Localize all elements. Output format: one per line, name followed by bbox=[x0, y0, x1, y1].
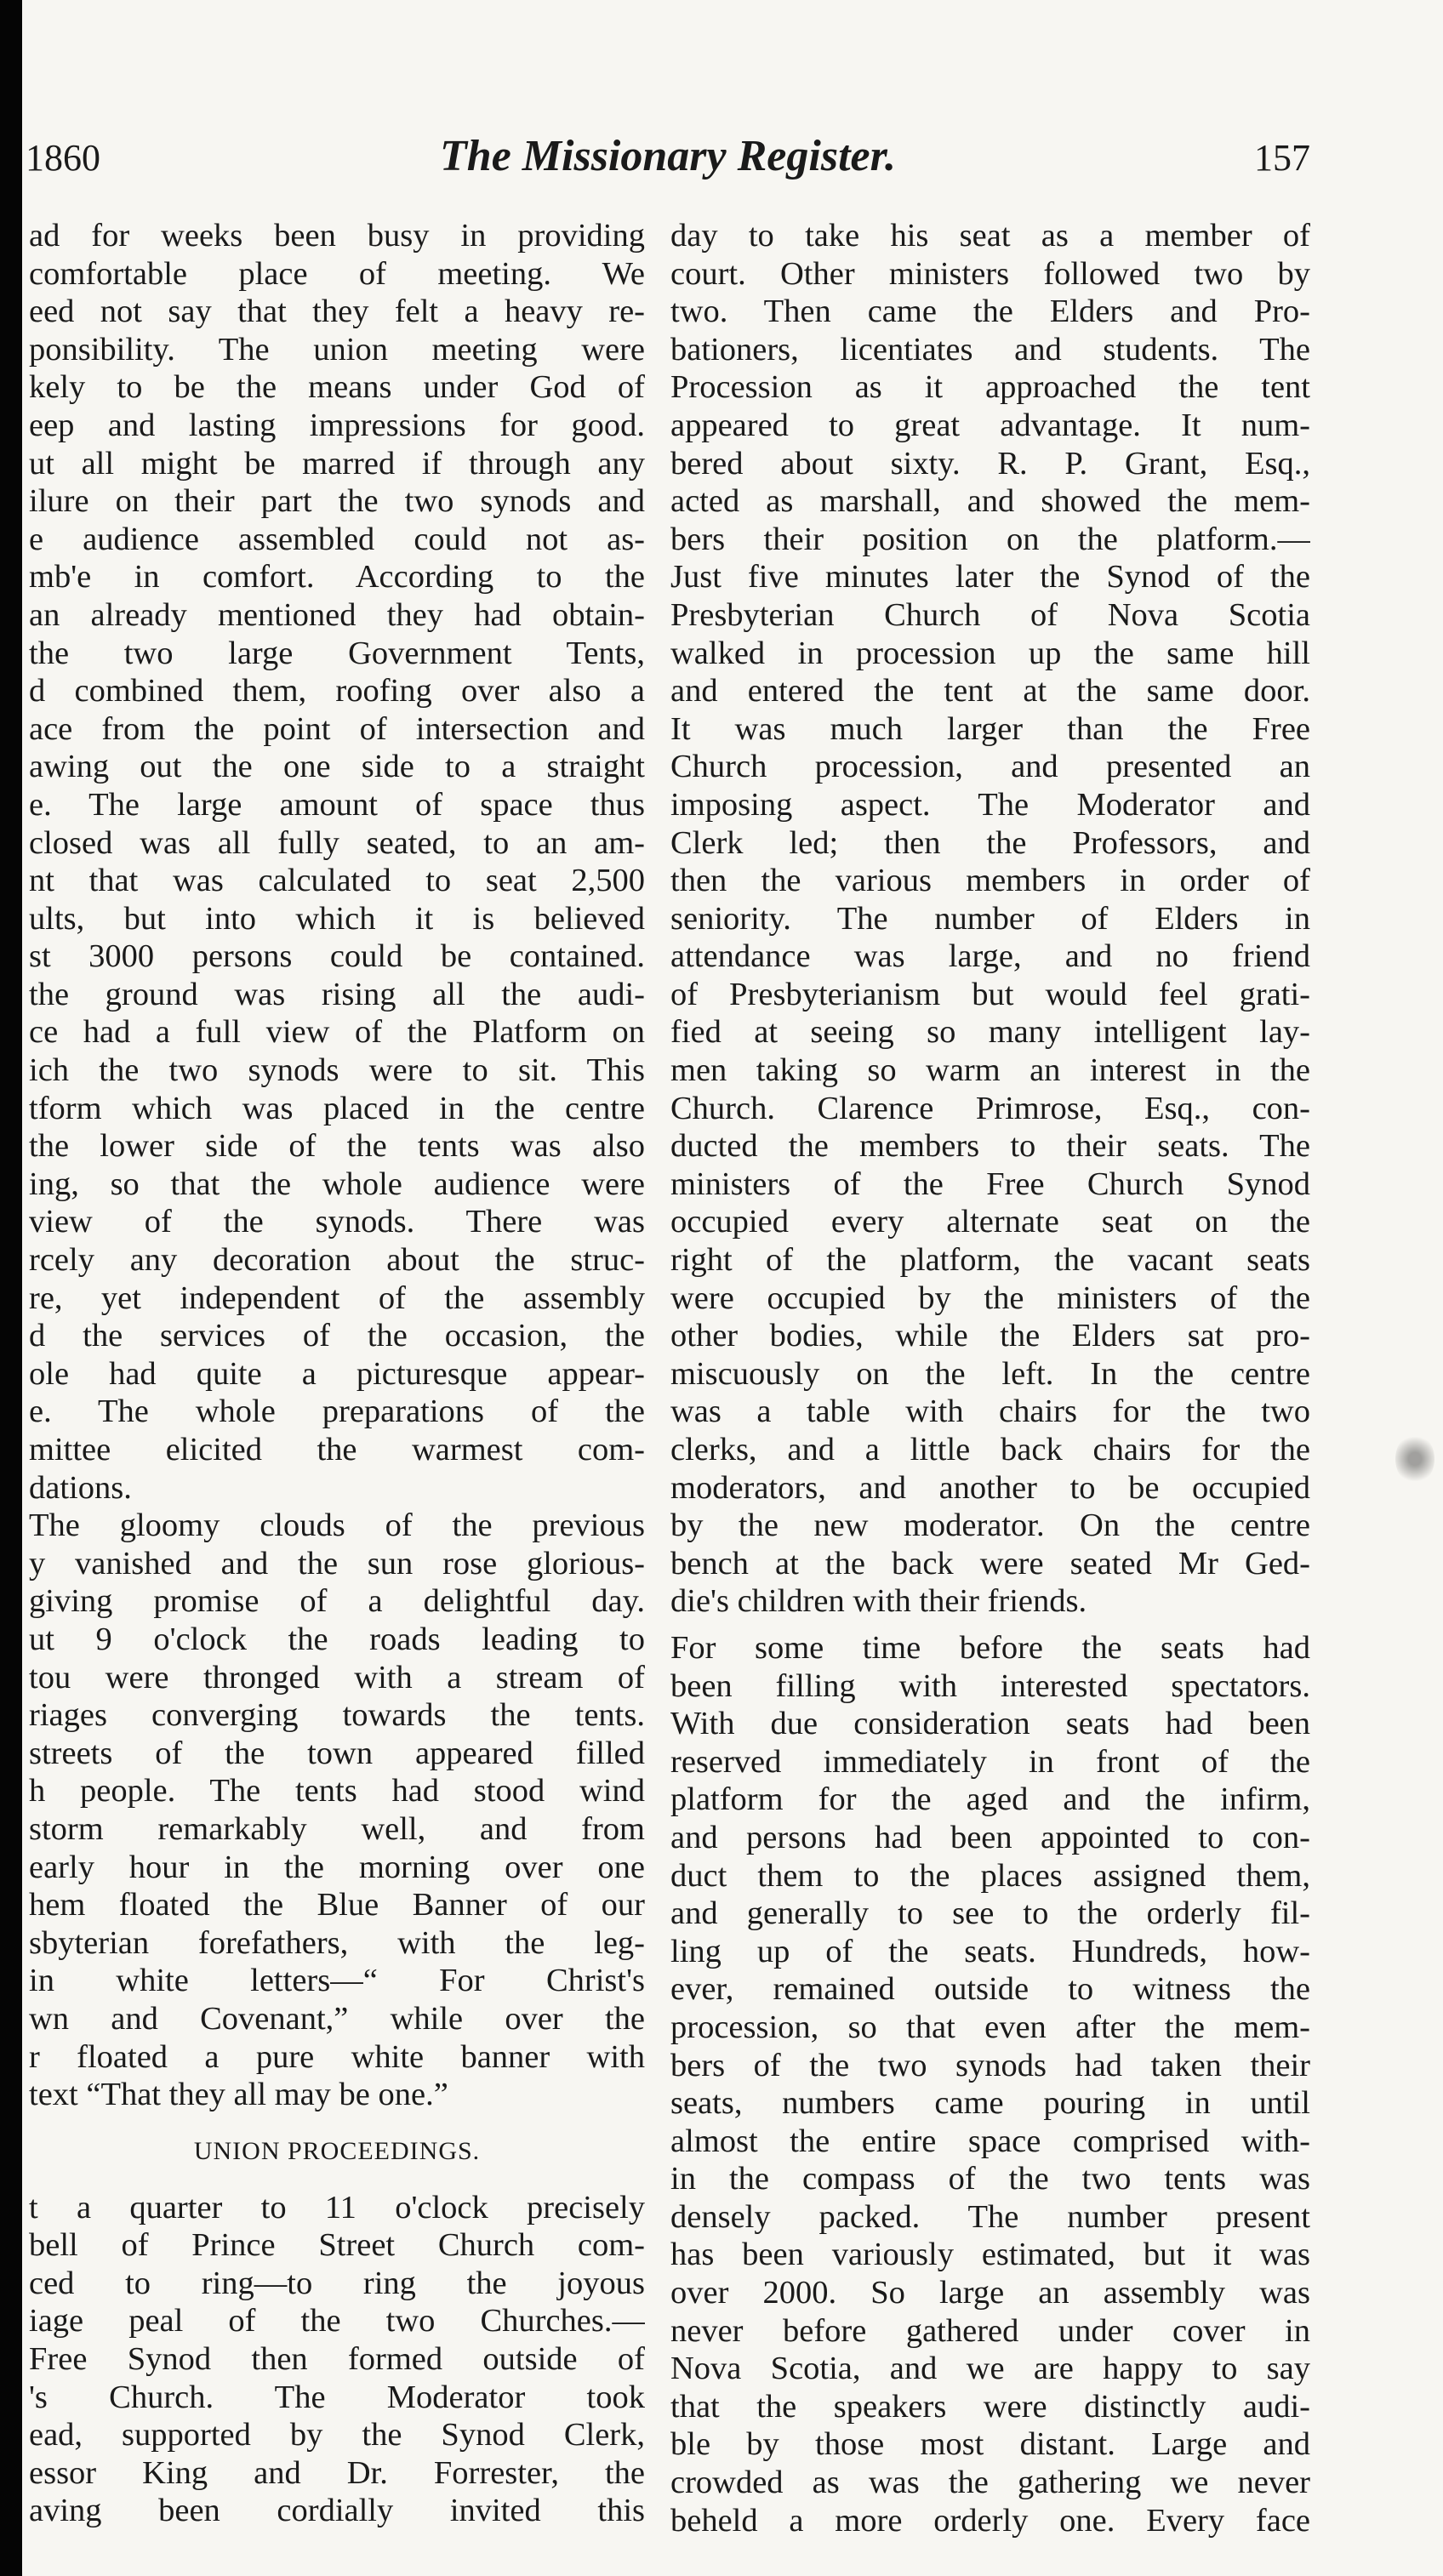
text-line: ponsibility. The union meeting were bbox=[29, 331, 645, 368]
text-line: 's Church. The Moderator took bbox=[29, 2379, 645, 2415]
text-line: die's children with their friends. bbox=[670, 1583, 1087, 1620]
text-line: With due consideration seats had been bbox=[670, 1706, 1310, 1742]
text-line: giving promise of a delightful day. bbox=[29, 1583, 645, 1620]
header-title: The Missionary Register. bbox=[440, 132, 896, 180]
text-line: occupied every alternate seat on the bbox=[670, 1204, 1310, 1240]
text-line: bationers, licentiates and students. The bbox=[670, 331, 1310, 368]
text-line: attendance was large, and no friend bbox=[670, 938, 1310, 975]
text-line: ling up of the seats. Hundreds, how- bbox=[670, 1933, 1310, 1969]
text-line: early hour in the morning over one bbox=[29, 1849, 645, 1885]
text-line: h people. The tents had stood wind bbox=[29, 1773, 645, 1809]
text-line: st 3000 persons could be contained. bbox=[29, 938, 645, 975]
text-line: ministers of the Free Church Synod bbox=[670, 1165, 1310, 1202]
text-line: has been variously estimated, but it was bbox=[670, 2237, 1310, 2273]
text-line: hem floated the Blue Banner of our bbox=[29, 1887, 645, 1923]
header-year: 1860 bbox=[26, 137, 100, 179]
text-line: ole had quite a picturesque appear- bbox=[29, 1355, 645, 1392]
text-line: then the various members in order of bbox=[670, 863, 1310, 899]
text-line: Free Synod then formed outside of bbox=[29, 2341, 645, 2378]
text-line: d the services of the occasion, the bbox=[29, 1318, 645, 1354]
text-line: seats, numbers came pouring in until bbox=[670, 2085, 1310, 2122]
text-line: and entered the tent at the same door. bbox=[670, 673, 1310, 710]
text-line: view of the synods. There was bbox=[29, 1204, 645, 1240]
text-line: ut all might be marred if through any bbox=[29, 445, 645, 482]
text-line: ble by those most distant. Large and bbox=[670, 2426, 1310, 2463]
text-line: imposing aspect. The Moderator and bbox=[670, 786, 1310, 823]
text-line: procession, so that even after the mem- bbox=[670, 2009, 1310, 2045]
text-line: dations. bbox=[29, 1469, 132, 1506]
text-line: court. Other ministers followed two by bbox=[670, 255, 1310, 292]
text-line: bell of Prince Street Church com- bbox=[29, 2227, 645, 2264]
text-line: aving been cordially invited this bbox=[29, 2493, 645, 2529]
text-line: ad for weeks been busy in providing bbox=[29, 218, 645, 254]
text-line: fied at seeing so many intelligent lay- bbox=[670, 1014, 1310, 1051]
right-column bbox=[670, 217, 1310, 2539]
text-line: duct them to the places assigned them, bbox=[670, 1857, 1310, 1894]
text-line: Church. Clarence Primrose, Esq., con- bbox=[670, 1090, 1310, 1126]
text-line: ing, so that the whole audience were bbox=[29, 1165, 645, 1202]
text-line: reserved immediately in front of the bbox=[670, 1743, 1310, 1780]
text-line: e audience assembled could not as- bbox=[29, 521, 645, 557]
text-line: mittee elicited the warmest com- bbox=[29, 1432, 645, 1468]
text-line: bers of the two synods had taken their bbox=[670, 2047, 1310, 2083]
text-line: walked in procession up the same hill bbox=[670, 635, 1310, 671]
text-line: nt that was calculated to seat 2,500 bbox=[29, 863, 645, 899]
text-line: sbyterian forefathers, with the leg- bbox=[29, 1924, 645, 1961]
text-line: ut 9 o'clock the roads leading to bbox=[29, 1621, 645, 1657]
text-line: eed not say that they felt a heavy re- bbox=[29, 294, 645, 330]
text-line: two. Then came the Elders and Pro- bbox=[670, 294, 1310, 330]
text-line: mb'e in comfort. According to the bbox=[29, 559, 645, 596]
text-line: It was much larger than the Free bbox=[670, 710, 1310, 747]
text-line: eep and lasting impressions for good. bbox=[29, 407, 645, 443]
text-line: text “That they all may be one.” bbox=[29, 2077, 448, 2113]
text-line: ich the two synods were to sit. This bbox=[29, 1052, 645, 1089]
text-line: in white letters—“ For Christ's bbox=[29, 1963, 645, 1999]
section-heading: UNION PROCEEDINGS. bbox=[193, 2136, 481, 2165]
text-line: kely to be the means under God of bbox=[29, 369, 645, 406]
text-line: tou were thronged with a stream of bbox=[29, 1659, 645, 1695]
text-line: densely packed. The number present bbox=[670, 2198, 1310, 2235]
text-line: Nova Scotia, and we are happy to say bbox=[670, 2351, 1310, 2387]
text-line: bers their position on the platform.— bbox=[670, 521, 1310, 557]
text-line: Just five minutes later the Synod of the bbox=[670, 559, 1310, 596]
text-line: Procession as it approached the tent bbox=[670, 369, 1310, 406]
text-line: bered about sixty. R. P. Grant, Esq., bbox=[670, 445, 1310, 482]
text-line: acted as marshall, and showed the mem- bbox=[670, 483, 1310, 520]
text-line: t a quarter to 11 o'clock precisely bbox=[29, 2189, 645, 2226]
text-line: Clerk led; then the Professors, and bbox=[670, 824, 1310, 861]
text-line: y vanished and the sun rose glorious- bbox=[29, 1545, 645, 1582]
text-line: The gloomy clouds of the previous bbox=[29, 1507, 645, 1544]
text-line: closed was all fully seated, to an am- bbox=[29, 824, 645, 861]
text-line: awing out the one side to a straight bbox=[29, 749, 645, 785]
text-line: moderators, and another to be occupied bbox=[670, 1469, 1310, 1506]
text-line: iage peal of the two Churches.— bbox=[29, 2303, 645, 2339]
text-line: ducted the members to their seats. The bbox=[670, 1128, 1310, 1165]
text-line: d combined them, roofing over also a bbox=[29, 673, 645, 710]
text-line: ce had a full view of the Platform on bbox=[29, 1014, 645, 1051]
text-line: clerks, and a little back chairs for the bbox=[670, 1432, 1310, 1468]
text-line: miscuously on the left. In the centre bbox=[670, 1355, 1310, 1392]
text-line: r floated a pure white banner with bbox=[29, 2038, 645, 2075]
page-binding-shadow bbox=[0, 0, 22, 2576]
text-line: of Presbyterianism but would feel grati- bbox=[670, 976, 1310, 1012]
header-page-number: 157 bbox=[1254, 137, 1310, 179]
text-line: and generally to see to the orderly fil- bbox=[670, 1895, 1310, 1932]
text-line: riages converging towards the tents. bbox=[29, 1697, 645, 1734]
text-line: over 2000. So large an assembly was bbox=[670, 2275, 1310, 2311]
text-line: rcely any decoration about the struc- bbox=[29, 1242, 645, 1279]
text-line: the ground was rising all the audi- bbox=[29, 976, 645, 1012]
text-line: never before gathered under cover in bbox=[670, 2312, 1310, 2349]
paragraph-gap bbox=[670, 1621, 1310, 1629]
text-line: and persons had been appointed to con- bbox=[670, 1819, 1310, 1855]
left-column bbox=[29, 217, 645, 2530]
text-line: wn and Covenant,” while over the bbox=[29, 2000, 645, 2037]
text-line: essor King and Dr. Forrester, the bbox=[29, 2454, 645, 2491]
text-line: ced to ring—to ring the joyous bbox=[29, 2265, 645, 2301]
text-line: men taking so warm an interest in the bbox=[670, 1052, 1310, 1089]
text-line: day to take his seat as a member of bbox=[670, 218, 1310, 254]
text-line: comfortable place of meeting. We bbox=[29, 255, 645, 292]
text-line: streets of the town appeared filled bbox=[29, 1735, 645, 1771]
text-line: For some time before the seats had bbox=[670, 1629, 1310, 1666]
text-line: almost the entire space comprised with- bbox=[670, 2123, 1310, 2159]
running-header bbox=[26, 128, 1310, 196]
text-line: seniority. The number of Elders in bbox=[670, 900, 1310, 937]
text-line: crowded as was the gathering we never bbox=[670, 2465, 1310, 2501]
text-line: ace from the point of intersection and bbox=[29, 710, 645, 747]
text-line: that the speakers were distinctly audi- bbox=[670, 2388, 1310, 2425]
text-line: re, yet independent of the assembly bbox=[29, 1279, 645, 1316]
text-line: ults, but into which it is believed bbox=[29, 900, 645, 937]
text-line: the two large Government Tents, bbox=[29, 635, 645, 671]
text-line: platform for the aged and the infirm, bbox=[670, 1781, 1310, 1818]
text-line: other bodies, while the Elders sat pro- bbox=[670, 1318, 1310, 1354]
text-line: the lower side of the tents was also bbox=[29, 1128, 645, 1165]
text-line: appeared to great advantage. It num- bbox=[670, 407, 1310, 443]
text-line: bench at the back were seated Mr Ged- bbox=[670, 1545, 1310, 1582]
text-line: been filling with interested spectators. bbox=[670, 1667, 1310, 1704]
ink-smudge bbox=[1395, 1433, 1434, 1485]
text-line: right of the platform, the vacant seats bbox=[670, 1242, 1310, 1279]
text-line: tform which was placed in the centre bbox=[29, 1090, 645, 1126]
text-line: ever, remained outside to witness the bbox=[670, 1971, 1310, 2008]
text-line: were occupied by the ministers of the bbox=[670, 1279, 1310, 1316]
text-line: storm remarkably well, and from bbox=[29, 1810, 645, 1847]
text-line: e. The whole preparations of the bbox=[29, 1393, 645, 1430]
text-line: in the compass of the two tents was bbox=[670, 2161, 1310, 2197]
text-line: ead, supported by the Synod Clerk, bbox=[29, 2417, 645, 2453]
text-line: was a table with chairs for the two bbox=[670, 1393, 1310, 1430]
text-line: ilure on their part the two synods and bbox=[29, 483, 645, 520]
text-line: by the new moderator. On the centre bbox=[670, 1507, 1310, 1544]
text-line: e. The large amount of space thus bbox=[29, 786, 645, 823]
text-line: Church procession, and presented an bbox=[670, 749, 1310, 785]
text-line: beheld a more orderly one. Every face bbox=[670, 2502, 1310, 2539]
text-line: Presbyterian Church of Nova Scotia bbox=[670, 596, 1310, 633]
text-line: an already mentioned they had obtain- bbox=[29, 596, 645, 633]
